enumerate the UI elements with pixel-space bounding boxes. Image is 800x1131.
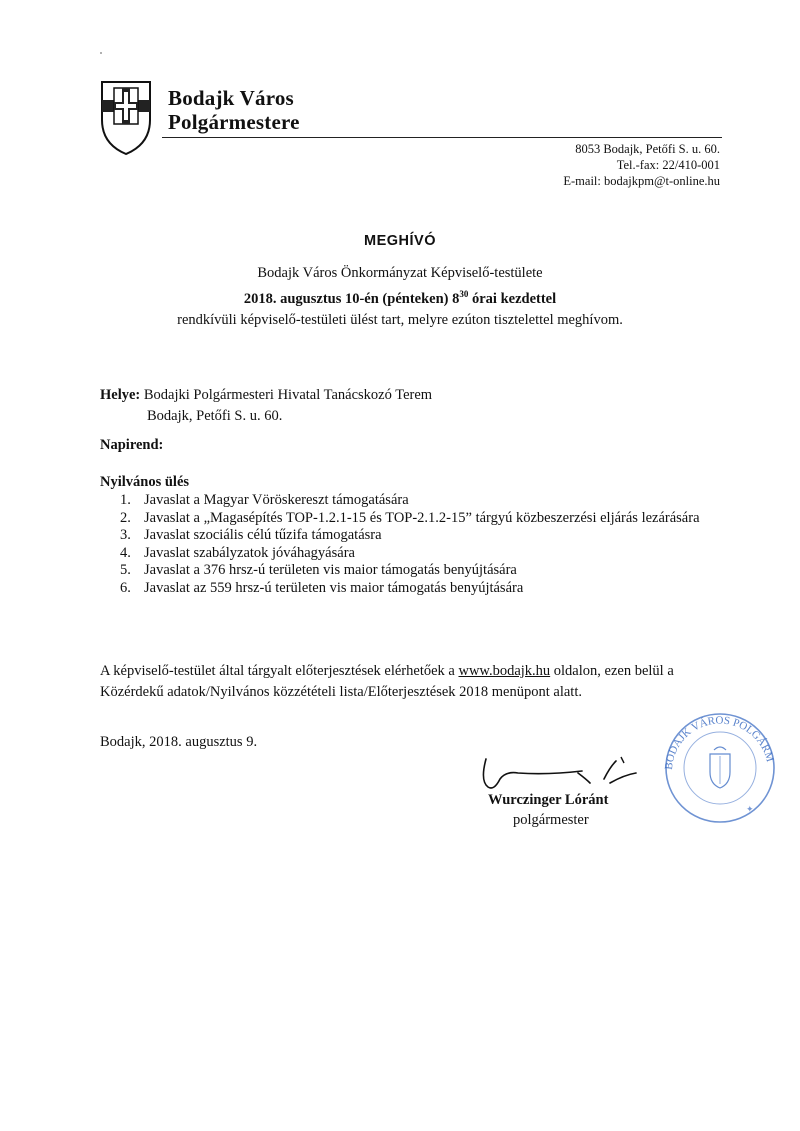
item-text: Javaslat szabályzatok jóváhagyására bbox=[144, 544, 355, 561]
meeting-start: órai kezdettel bbox=[468, 290, 557, 307]
session-heading: Nyilvános ülés bbox=[100, 474, 190, 490]
note-text-2: oldalon, ezen belül a Közérdekű adatok/Nyilvános közzétételi lista/Előterjesztések 2018 menüpont alatt. bbox=[100, 663, 674, 700]
date-line: Bodajk, 2018. augusztus 9. bbox=[100, 734, 258, 750]
header-divider bbox=[162, 137, 722, 138]
list-item bbox=[120, 492, 720, 510]
intro-block bbox=[0, 263, 800, 331]
contact-phone: Tel.-fax: 22/410-001 bbox=[616, 158, 720, 172]
documents-note bbox=[100, 661, 720, 703]
coat-of-arms-icon bbox=[100, 80, 152, 156]
org-name bbox=[168, 86, 300, 134]
item-text: Javaslat a 376 hrsz-ú területen vis maior támogatás benyújtására bbox=[144, 562, 517, 578]
item-number: 5. bbox=[120, 562, 131, 578]
contact-block bbox=[563, 141, 720, 189]
note-text-1: A képviselő-testület által tárgyalt előterjesztések elérhetőek a bbox=[100, 663, 459, 679]
item-text: Javaslat a Magyar Vöröskereszt támogatására bbox=[144, 492, 409, 508]
item-text: Javaslat a „Magasépítés TOP-1.2.1-15 és TOP-2.1.2-15” tárgyú közbeszerzési eljárás lezárására bbox=[144, 509, 700, 526]
website-link[interactable]: www.bodajk.hu bbox=[458, 663, 551, 679]
venue-line1: Bodajki Polgármesteri Hivatal Tanácskozó Terem bbox=[140, 387, 433, 403]
list-item bbox=[120, 562, 720, 580]
list-item bbox=[120, 527, 720, 545]
intro-line2 bbox=[0, 284, 800, 310]
org-name-line2: Polgármestere bbox=[168, 110, 300, 134]
list-item bbox=[120, 545, 720, 563]
contact-email: E-mail: bodajkpm@t-online.hu bbox=[563, 174, 720, 188]
document-title: MEGHÍVÓ bbox=[364, 233, 436, 249]
item-number: 3. bbox=[120, 527, 131, 543]
signer-name: Wurczinger Lóránt bbox=[488, 792, 609, 808]
meeting-time-minutes: 30 bbox=[459, 289, 469, 299]
seal-text: BODAJK VÁROS POLGÁRM bbox=[662, 714, 776, 771]
org-name-line1: Bodajk Város bbox=[168, 86, 294, 110]
list-item bbox=[120, 580, 720, 598]
signer-block bbox=[488, 790, 638, 830]
intro-line1: Bodajk Város Önkormányzat Képviselő-testülete bbox=[257, 265, 543, 281]
intro-line3: rendkívüli képviselő-testületi ülést tart, melyre ezúton tisztelettel meghívom. bbox=[177, 311, 623, 328]
scan-speck bbox=[100, 52, 102, 54]
venue-line2: Bodajk, Petőfi S. u. 60. bbox=[147, 408, 283, 424]
venue-label: Helye: bbox=[100, 387, 141, 403]
item-text: Javaslat szociális célú tűzifa támogatásra bbox=[144, 527, 382, 543]
official-seal-icon bbox=[654, 706, 784, 824]
list-item bbox=[120, 510, 720, 528]
agenda-heading: Napirend: bbox=[100, 437, 164, 453]
venue-block bbox=[100, 385, 432, 427]
agenda-list bbox=[120, 492, 720, 597]
item-number: 6. bbox=[120, 579, 131, 596]
item-number: 2. bbox=[120, 509, 131, 526]
meeting-date: 2018. augusztus 10-én (pénteken) 8 bbox=[243, 290, 460, 307]
svg-text:BODAJK VÁROS POLGÁRMESTERE bbox=[654, 706, 776, 770]
item-text: Javaslat az 559 hrsz-ú területen vis maior támogatás benyújtására bbox=[144, 579, 524, 596]
contact-address: 8053 Bodajk, Petőfi S. u. 60. bbox=[575, 142, 720, 156]
item-number: 1. bbox=[120, 492, 131, 508]
item-number: 4. bbox=[120, 544, 131, 561]
signer-role: polgármester bbox=[513, 812, 589, 828]
svg-text:✦: ✦ bbox=[746, 804, 754, 814]
